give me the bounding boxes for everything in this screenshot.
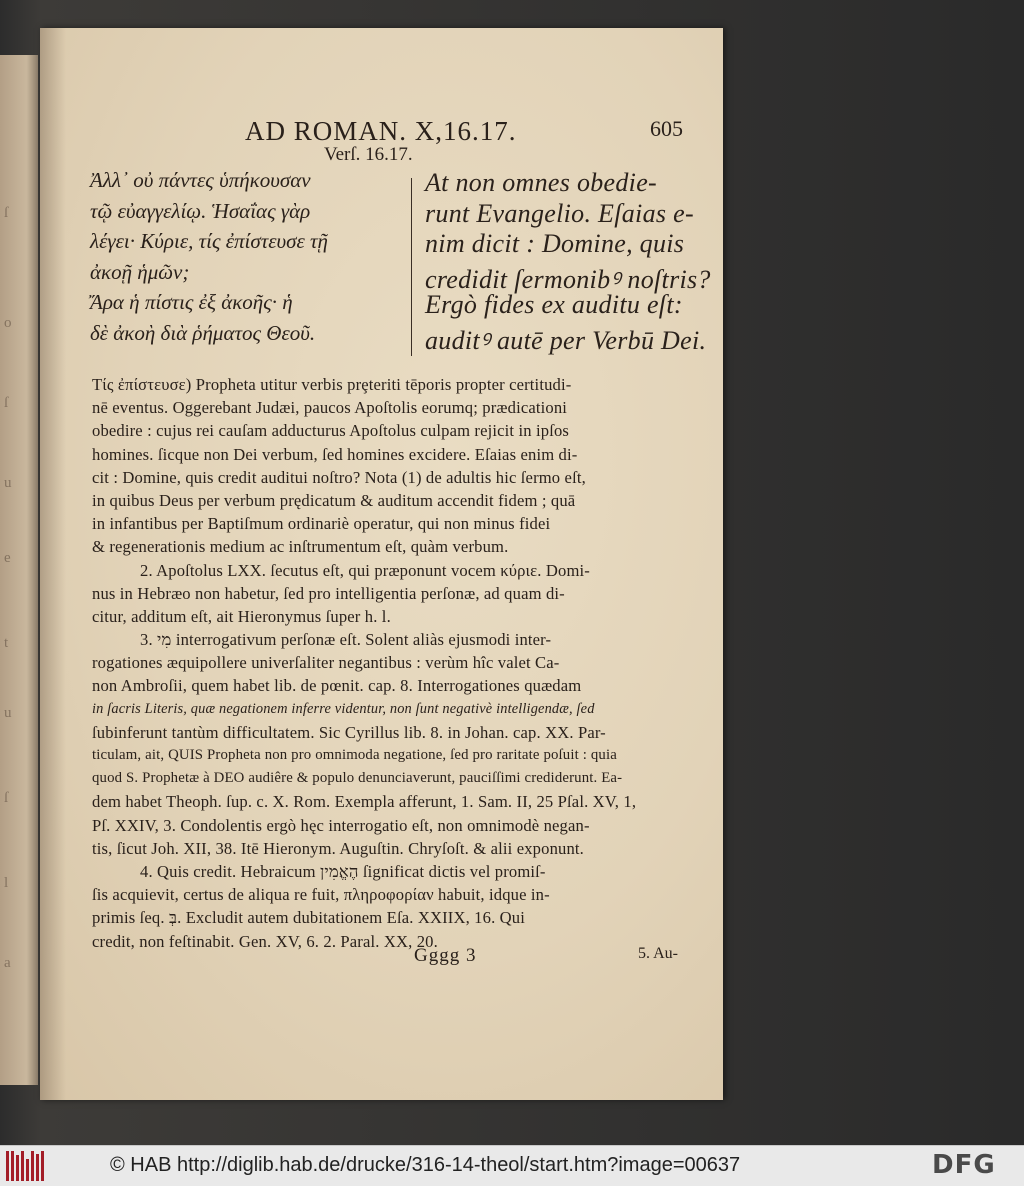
commentary-line: nē eventus. Oggerebant Judæi, paucos Apoſtolis eorumq; prædicationi	[92, 398, 568, 418]
commentary-line: obedire : cujus rei cauſam adducturus Apoſtolus culpam rejicit in ipſos	[92, 421, 570, 441]
commentary-line: non Ambroſii, quem habet lib. de pœnit. cap. 8. Interrogationes quædam	[92, 676, 582, 696]
latin-line: auditꝰ autē per Verbū Dei.	[425, 325, 707, 355]
latin-text-column	[425, 168, 715, 355]
hab-logo-icon	[6, 1151, 48, 1181]
left-page-fragment: u	[4, 475, 12, 491]
commentary-text	[92, 373, 717, 953]
latin-line: runt Evangelio. Eſaias e-	[425, 198, 694, 228]
left-page-fragment: ſ	[4, 790, 9, 806]
latin-line: Ergò fides ex auditu eſt:	[425, 290, 683, 319]
commentary-line: Τίς ἐπίστευσε) Propheta utitur verbis prȩteriti tēporis propter certitudi-	[92, 375, 572, 394]
greek-line: λέγει· Κύριε, τίς ἐπίστευσε τῇ	[90, 229, 328, 253]
book-page	[40, 28, 723, 1100]
commentary-line: quod S. Prophetæ à DEO audiêre & populo denunciaverunt, pauciſſimi crediderunt. Ea-	[92, 770, 623, 787]
commentary-line: credit, non feſtinabit. Gen. XV, 6. 2. Paral. XX, 20.	[92, 931, 438, 951]
latin-line: credidit ſermonibꝰ noſtris?	[425, 264, 711, 294]
greek-line: δὲ ἀκοὴ διὰ ῥήματος Θεοῦ.	[90, 320, 316, 345]
commentary-line: ticulam, ait, QUIS Propheta non pro omnimoda negatione, ſed pro raritate poſuit : quia	[92, 747, 617, 763]
left-page-fragment: ſ	[4, 395, 9, 411]
commentary-line: dem habet Theoph. ſup. c. X. Rom. Exempla afferunt, 1. Sam. II, 25 Pſal. XV, 1,	[92, 792, 637, 812]
commentary-line: rogationes æquipollere univerſaliter negantibus : verùm hîc valet Ca-	[92, 653, 560, 673]
greek-text-column	[90, 168, 408, 351]
commentary-line: ſis acquievit, certus de aliqua re fuit, πληροφορίαν habuit, idque in-	[92, 885, 550, 905]
latin-line: At non omnes obedie-	[425, 168, 658, 197]
left-page-fragment: t	[4, 635, 9, 651]
running-title: AD ROMAN. X,16.17.	[245, 116, 517, 146]
left-page-fragment: u	[4, 705, 12, 721]
page-header	[40, 116, 723, 146]
signature-mark: Gggg 3	[414, 945, 477, 966]
catchword: 5. Au-	[638, 945, 678, 962]
commentary-line: nus in Hebræo non habetur, ſed pro intelligentia perſonæ, ad quam di-	[92, 583, 565, 603]
commentary-line: ſubinferunt tantùm difficultatem. Sic Cyrillus lib. 8. in Johan. cap. XX. Par-	[92, 722, 606, 742]
page-gutter-shadow	[40, 28, 66, 1100]
left-page-fragment: e	[4, 550, 11, 566]
left-page-fragment: ſ	[4, 205, 9, 221]
commentary-line: cit : Domine, quis credit auditui noſtro? Nota (1) de adultis hic ſermo eſt,	[92, 467, 586, 487]
commentary-line: primis ſeq. בְּ. Excludit autem dubitationem Eſa. XXIIX, 16. Qui	[92, 908, 526, 928]
left-page-fragment: l	[4, 875, 9, 891]
commentary-line: homines. ſicque non Dei verbum, ſed homines excidere. Eſaias enim di-	[92, 444, 578, 464]
left-page-fragment: o	[4, 315, 12, 331]
commentary-line: in infantibus per Baptiſmum ordinariè operatur, qui non minus fidei	[92, 514, 551, 534]
commentary-line: citur, additum eſt, ait Hieronymus ſuper h. l.	[92, 606, 391, 626]
page-number: 605	[650, 116, 683, 141]
greek-line: Ἄρα ἡ πίστις ἐξ ἀκοῆς· ἡ	[90, 290, 293, 314]
commentary-line: Pſ. XXIV, 3. Condolentis ergò hęc interrogatio eſt, non omnimodè negan-	[92, 815, 590, 835]
verse-reference: Verſ. 16.17.	[324, 144, 413, 165]
commentary-line: 2. Apoſtolus LXX. ſecutus eſt, qui præponunt vocem κύριε. Domi-	[140, 560, 590, 580]
commentary-line: tis, ſicut Joh. XII, 38. Itē Hieronym. Auguſtin. Chryſoſt. & alii exponunt.	[92, 838, 584, 858]
left-page-fragment: a	[4, 955, 11, 971]
commentary-line: & regenerationis medium ac inſtrumentum eſt, quàm verbum.	[92, 537, 509, 557]
previous-page-edge	[0, 55, 38, 1085]
commentary-line: 3. מִי interrogativum perſonæ eſt. Solent aliàs ejusmodi inter-	[140, 630, 552, 650]
greek-line: ἀκοῇ ἡμῶν;	[90, 259, 190, 284]
commentary-line: 4. Quis credit. Hebraicum הֶאֱמִין ſignificat dictis vel promiſ-	[140, 861, 546, 881]
dfg-logo: DFG	[932, 1150, 996, 1180]
copyright-link[interactable]: © HAB http://diglib.hab.de/drucke/316-14-theol/start.htm?image=00637	[110, 1154, 741, 1176]
greek-line: Ἀλλ᾽ οὐ πάντες ὑπήκουσαν	[90, 168, 311, 192]
latin-line: nim dicit : Domine, quis	[425, 229, 685, 258]
viewer-footer	[0, 1145, 1024, 1186]
column-divider	[411, 178, 412, 356]
commentary-line: in quibus Deus per verbum prędicatum & auditum accendit fidem ; quā	[92, 490, 576, 510]
greek-line: τῷ εὐαγγελίῳ. Ἡσαΐας γὰρ	[90, 198, 311, 223]
commentary-line: in ſacris Literis, quæ negationem inferre videntur, non ſunt negativè intelligendæ, ſed	[92, 700, 595, 717]
